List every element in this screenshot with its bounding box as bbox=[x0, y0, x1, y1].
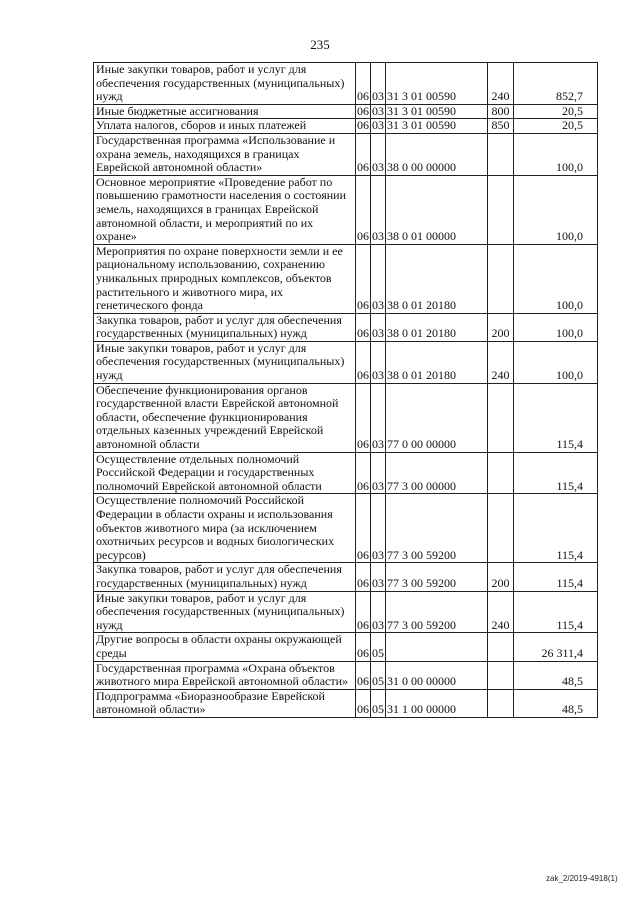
row-expense-type-cell: 200 bbox=[488, 563, 514, 591]
row-section-cell: 06 bbox=[356, 341, 371, 383]
row-section-cell: 06 bbox=[356, 175, 371, 244]
row-target-article-cell: 77 3 00 59200 bbox=[386, 494, 488, 563]
row-amount-cell: 115,4 bbox=[514, 452, 598, 494]
footer-code: zak_2/2019-4918(1) bbox=[546, 874, 618, 883]
row-section-cell: 06 bbox=[357, 118, 369, 133]
row-name-cell: Иные закупки товаров, работ и услуг для обеспечения государственных (муниципальных) нужд bbox=[94, 63, 356, 105]
row-name-cell: Закупка товаров, работ и услуг для обеспечения государственных (муниципальных) нужд bbox=[94, 313, 356, 341]
row-amount-cell: 48,5 bbox=[514, 689, 598, 717]
row-expense-type-cell bbox=[488, 383, 514, 452]
table-row bbox=[94, 494, 598, 563]
table-row bbox=[94, 244, 598, 313]
table-row bbox=[94, 661, 598, 689]
row-amount-cell: 20,5 bbox=[514, 119, 598, 134]
row-name-cell: Основное мероприятие «Проведение работ по повышению грамотности населения о состоянии земель, находящихся в границах Еврейской автономной области, и мероприятий по их охране» bbox=[94, 175, 356, 244]
row-amount-cell: 20,5 bbox=[514, 104, 598, 119]
row-subsection-cell: 03 bbox=[371, 341, 386, 383]
row-subsection-cell: 03 bbox=[371, 591, 386, 633]
row-subsection-cell: 03 bbox=[371, 494, 386, 563]
row-target-article-cell: 38 0 00 00000 bbox=[386, 133, 488, 175]
row-expense-type-cell: 200 bbox=[488, 313, 514, 341]
table-row bbox=[94, 341, 598, 383]
row-amount-cell: 115,4 bbox=[514, 563, 598, 591]
row-subsection-cell: 03 bbox=[371, 383, 386, 452]
budget-table bbox=[93, 62, 598, 718]
row-subsection-cell: 03 bbox=[371, 244, 386, 313]
row-amount-cell: 115,4 bbox=[514, 494, 598, 563]
row-section-cell: 06 bbox=[356, 563, 371, 591]
row-section-cell: 06 bbox=[356, 689, 371, 717]
row-subsection-cell: 03 bbox=[371, 133, 386, 175]
row-name-cell: Подпрограмма «Биоразнообразие Еврейской автономной области» bbox=[94, 689, 356, 717]
row-expense-type-cell bbox=[488, 133, 514, 175]
row-target-article-cell: 31 3 01 00590 bbox=[386, 104, 488, 119]
row-amount-cell: 100,0 bbox=[514, 175, 598, 244]
row-target-article-cell: 38 0 01 20180 bbox=[386, 244, 488, 313]
row-amount-cell: 100,0 bbox=[514, 313, 598, 341]
row-name-cell: Уплата налогов, сборов и иных платежей bbox=[94, 119, 356, 134]
row-name-cell: Государственная программа «Использование и охрана земель, находящихся в границах Еврейской автономной области» bbox=[94, 133, 356, 175]
table-row bbox=[94, 452, 598, 494]
table-row bbox=[94, 133, 598, 175]
row-expense-type-cell: 240 bbox=[488, 63, 514, 105]
row-expense-type-cell bbox=[488, 633, 514, 661]
row-section-cell: 06 bbox=[356, 633, 371, 661]
row-target-article-cell: 38 0 01 00000 bbox=[386, 175, 488, 244]
row-expense-type-cell bbox=[488, 689, 514, 717]
row-section-cell: 06 bbox=[356, 133, 371, 175]
row-target-article-cell: 31 3 01 00590 bbox=[386, 119, 488, 134]
row-expense-type-cell bbox=[488, 661, 514, 689]
row-expense-type-cell: 800 bbox=[488, 104, 514, 119]
row-name-cell: Закупка товаров, работ и услуг для обеспечения государственных (муниципальных) нужд bbox=[94, 563, 356, 591]
row-section-cell: 06 bbox=[356, 63, 371, 105]
table-row bbox=[94, 104, 598, 119]
row-expense-type-cell bbox=[488, 244, 514, 313]
row-target-article-cell: 31 1 00 00000 bbox=[386, 689, 488, 717]
row-target-article-cell: 38 0 01 20180 bbox=[386, 341, 488, 383]
row-amount-cell: 100,0 bbox=[514, 133, 598, 175]
row-section-cell: 06 bbox=[356, 452, 371, 494]
row-subsection-cell: 05 bbox=[371, 661, 386, 689]
row-section-cell: 06 bbox=[357, 104, 369, 118]
row-subsection-cell: 03 bbox=[372, 104, 384, 118]
row-target-article-cell: 31 0 00 00000 bbox=[386, 661, 488, 689]
budget-table-body bbox=[94, 63, 598, 718]
row-name-cell: Осуществление отдельных полномочий Российской Федерации и государственных полномочий Еврейской автономной области bbox=[94, 452, 356, 494]
table-row bbox=[94, 591, 598, 633]
table-row bbox=[94, 313, 598, 341]
row-target-article-cell: 77 0 00 00000 bbox=[386, 383, 488, 452]
row-section-cell: 06 bbox=[356, 313, 371, 341]
row-amount-cell: 100,0 bbox=[514, 341, 598, 383]
row-amount-cell: 48,5 bbox=[514, 661, 598, 689]
row-subsection-cell: 03 bbox=[371, 313, 386, 341]
row-amount-cell: 115,4 bbox=[514, 591, 598, 633]
table-row bbox=[94, 563, 598, 591]
row-name-cell: Иные закупки товаров, работ и услуг для обеспечения государственных (муниципальных) нужд bbox=[94, 591, 356, 633]
row-subsection-cell: 05 bbox=[371, 633, 386, 661]
row-section-cell: 06 bbox=[356, 661, 371, 689]
row-section-cell: 06 bbox=[356, 591, 371, 633]
row-amount-cell: 100,0 bbox=[514, 244, 598, 313]
table-row bbox=[94, 633, 598, 661]
page-number: 235 bbox=[310, 37, 330, 52]
row-subsection-cell: 03 bbox=[371, 175, 386, 244]
row-name-cell: Иные закупки товаров, работ и услуг для обеспечения государственных (муниципальных) нужд bbox=[94, 341, 356, 383]
table-row bbox=[94, 383, 598, 452]
table-row bbox=[94, 689, 598, 717]
row-expense-type-cell bbox=[488, 494, 514, 563]
row-subsection-cell: 03 bbox=[371, 452, 386, 494]
row-name-cell: Другие вопросы в области охраны окружающей среды bbox=[94, 633, 356, 661]
row-target-article-cell: 77 3 00 59200 bbox=[386, 591, 488, 633]
row-amount-cell: 115,4 bbox=[514, 383, 598, 452]
row-section-cell: 06 bbox=[356, 244, 371, 313]
row-expense-type-cell: 240 bbox=[488, 341, 514, 383]
row-subsection-cell: 03 bbox=[371, 563, 386, 591]
row-section-cell: 06 bbox=[356, 383, 371, 452]
row-subsection-cell: 03 bbox=[371, 63, 386, 105]
row-subsection-cell: 05 bbox=[371, 689, 386, 717]
row-name-cell: Мероприятия по охране поверхности земли и ее рациональному использованию, сохранению уникальных природных комплексов, объектов растительного и животного мира, их генетического фонда bbox=[94, 244, 356, 313]
row-subsection-cell: 03 bbox=[372, 118, 384, 133]
row-amount-cell: 26 311,4 bbox=[514, 633, 598, 661]
row-name-cell: Обеспечение функционирования органов государственной власти Еврейской автономной области, обеспечение функционирования отдельных казенных учреждений Еврейской автономной области bbox=[94, 383, 356, 452]
row-target-article-cell: 77 3 00 00000 bbox=[386, 452, 488, 494]
row-target-article-cell: 31 3 01 00590 bbox=[386, 63, 488, 105]
row-name-cell: Иные бюджетные ассигнования bbox=[94, 104, 356, 119]
row-expense-type-cell: 240 bbox=[488, 591, 514, 633]
row-name-cell: Государственная программа «Охрана объектов животного мира Еврейской автономной области» bbox=[94, 661, 356, 689]
row-expense-type-cell: 850 bbox=[488, 119, 514, 134]
table-row bbox=[94, 119, 598, 134]
row-target-article-cell bbox=[386, 633, 488, 661]
row-expense-type-cell bbox=[488, 175, 514, 244]
row-expense-type-cell bbox=[488, 452, 514, 494]
row-target-article-cell: 38 0 01 20180 bbox=[386, 313, 488, 341]
table-row bbox=[94, 175, 598, 244]
row-target-article-cell: 77 3 00 59200 bbox=[386, 563, 488, 591]
table-row bbox=[94, 63, 598, 105]
row-amount-cell: 852,7 bbox=[514, 63, 598, 105]
row-section-cell: 06 bbox=[356, 494, 371, 563]
row-name-cell: Осуществление полномочий Российской Федерации в области охраны и использования объектов животного мира (за исключением охотничьих ресурсов и водных биологических ресурсов) bbox=[94, 494, 356, 563]
